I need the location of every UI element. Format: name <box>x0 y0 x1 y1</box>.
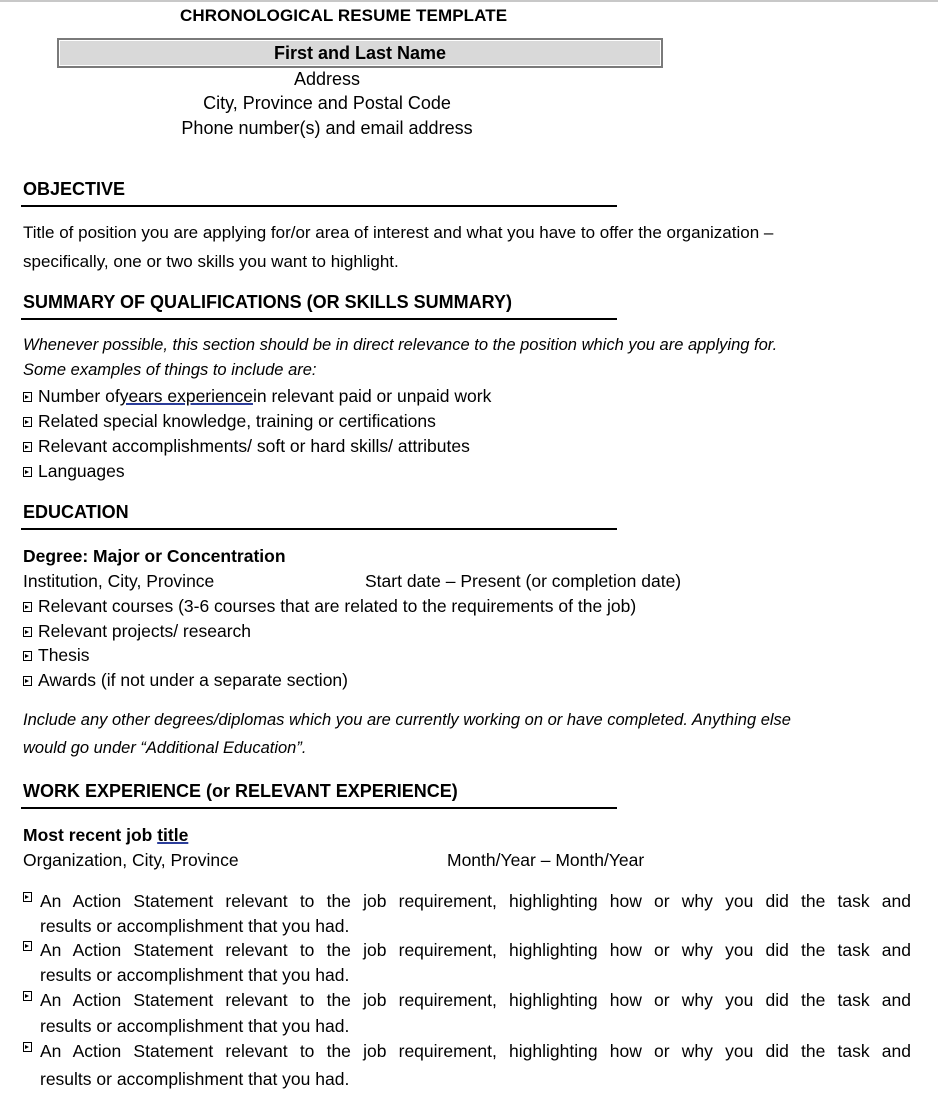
action-statement-line-1: An Action Statement relevant to the job requirement, highlighting how or why you did the task and <box>40 990 911 1010</box>
action-statement-line-2: results or accomplishment that you had. <box>40 1016 350 1036</box>
objective-line-1: Title of position you are applying for/or area of interest and what you have to offer the organization – <box>23 223 774 242</box>
bullet-text-pre: Number of <box>38 386 120 406</box>
job-title-line <box>23 825 188 846</box>
address-line: Address <box>293 69 361 89</box>
bullet-icon <box>23 392 32 402</box>
summary-heading: SUMMARY OF QUALIFICATIONS (OR SKILLS SUMMARY) <box>23 292 512 312</box>
bullet-icon <box>23 941 32 951</box>
education-heading: EDUCATION <box>23 502 129 522</box>
bullet-text: Related special knowledge, training or certifications <box>38 411 436 431</box>
bullet-text: Relevant accomplishments/ soft or hard skills/ attributes <box>38 436 470 456</box>
list-item <box>23 892 38 902</box>
city-line: City, Province and Postal Code <box>203 93 451 113</box>
education-note-1: Include any other degrees/diplomas which you are currently working on or have completed. Anything else <box>23 711 791 729</box>
list-item <box>23 386 491 407</box>
bullet-text: Thesis <box>38 645 90 665</box>
action-statement-line-2: results or accomplishment that you had. <box>40 1069 350 1089</box>
organization-line: Organization, City, Province <box>23 850 239 870</box>
bullet-text: Languages <box>38 461 125 481</box>
job-title-pre: Most recent job <box>23 825 158 845</box>
degree-line: Degree: Major or Concentration <box>23 546 286 566</box>
list-item <box>23 436 470 457</box>
spellcheck-underlined-text: years experience <box>119 386 253 406</box>
bullet-text: Relevant courses (3-6 courses that are related to the requirements of the job) <box>38 596 637 616</box>
objective-rule <box>21 205 617 207</box>
objective-line-2: specifically, one or two skills you want to highlight. <box>23 252 399 271</box>
action-statement-line-1: An Action Statement relevant to the job requirement, highlighting how or why you did the task and <box>40 1041 911 1061</box>
institution-line: Institution, City, Province <box>23 571 215 591</box>
list-item <box>23 596 636 617</box>
list-item <box>23 645 90 666</box>
list-item <box>23 670 348 691</box>
work-dates: Month/Year – Month/Year <box>447 850 645 870</box>
page-top-border <box>0 0 938 2</box>
name-field: First and Last Name <box>273 43 447 63</box>
summary-intro-1: Whenever possible, this section should be in direct relevance to the position which you are applying for. <box>23 336 778 354</box>
bullet-icon <box>23 442 32 452</box>
action-statement-line-2: results or accomplishment that you had. <box>40 916 350 936</box>
action-statement-line-2: results or accomplishment that you had. <box>40 965 350 985</box>
summary-intro-2: Some examples of things to include are: <box>23 361 317 379</box>
bullet-icon <box>23 1042 32 1052</box>
work-rule <box>21 807 617 809</box>
spellcheck-underlined-text: title <box>157 825 189 845</box>
bullet-icon <box>23 627 32 637</box>
summary-rule <box>21 318 617 320</box>
document-title: CHRONOLOGICAL RESUME TEMPLATE <box>180 6 508 25</box>
bullet-icon <box>23 651 32 661</box>
education-rule <box>21 528 617 530</box>
list-item <box>23 991 38 1001</box>
action-statement-line-1: An Action Statement relevant to the job requirement, highlighting how or why you did the task and <box>40 940 911 960</box>
education-dates: Start date – Present (or completion date) <box>365 571 682 591</box>
phone-line: Phone number(s) and email address <box>181 118 473 138</box>
bullet-icon <box>23 467 32 477</box>
list-item <box>23 461 125 482</box>
bullet-icon <box>23 676 32 686</box>
list-item <box>23 621 251 642</box>
bullet-icon <box>23 991 32 1001</box>
bullet-text: Awards (if not under a separate section) <box>38 670 348 690</box>
bullet-icon <box>23 602 32 612</box>
bullet-text-post: in relevant paid or unpaid work <box>252 386 492 406</box>
objective-heading: OBJECTIVE <box>23 179 126 199</box>
bullet-icon <box>23 892 32 902</box>
action-statement-line-1: An Action Statement relevant to the job requirement, highlighting how or why you did the task and <box>40 891 911 911</box>
work-heading: WORK EXPERIENCE (or RELEVANT EXPERIENCE) <box>23 781 458 801</box>
list-item <box>23 1042 38 1052</box>
list-item <box>23 411 436 432</box>
bullet-text: Relevant projects/ research <box>38 621 252 641</box>
education-note-2: would go under “Additional Education”. <box>23 739 307 757</box>
bullet-icon <box>23 417 32 427</box>
list-item <box>23 941 38 951</box>
